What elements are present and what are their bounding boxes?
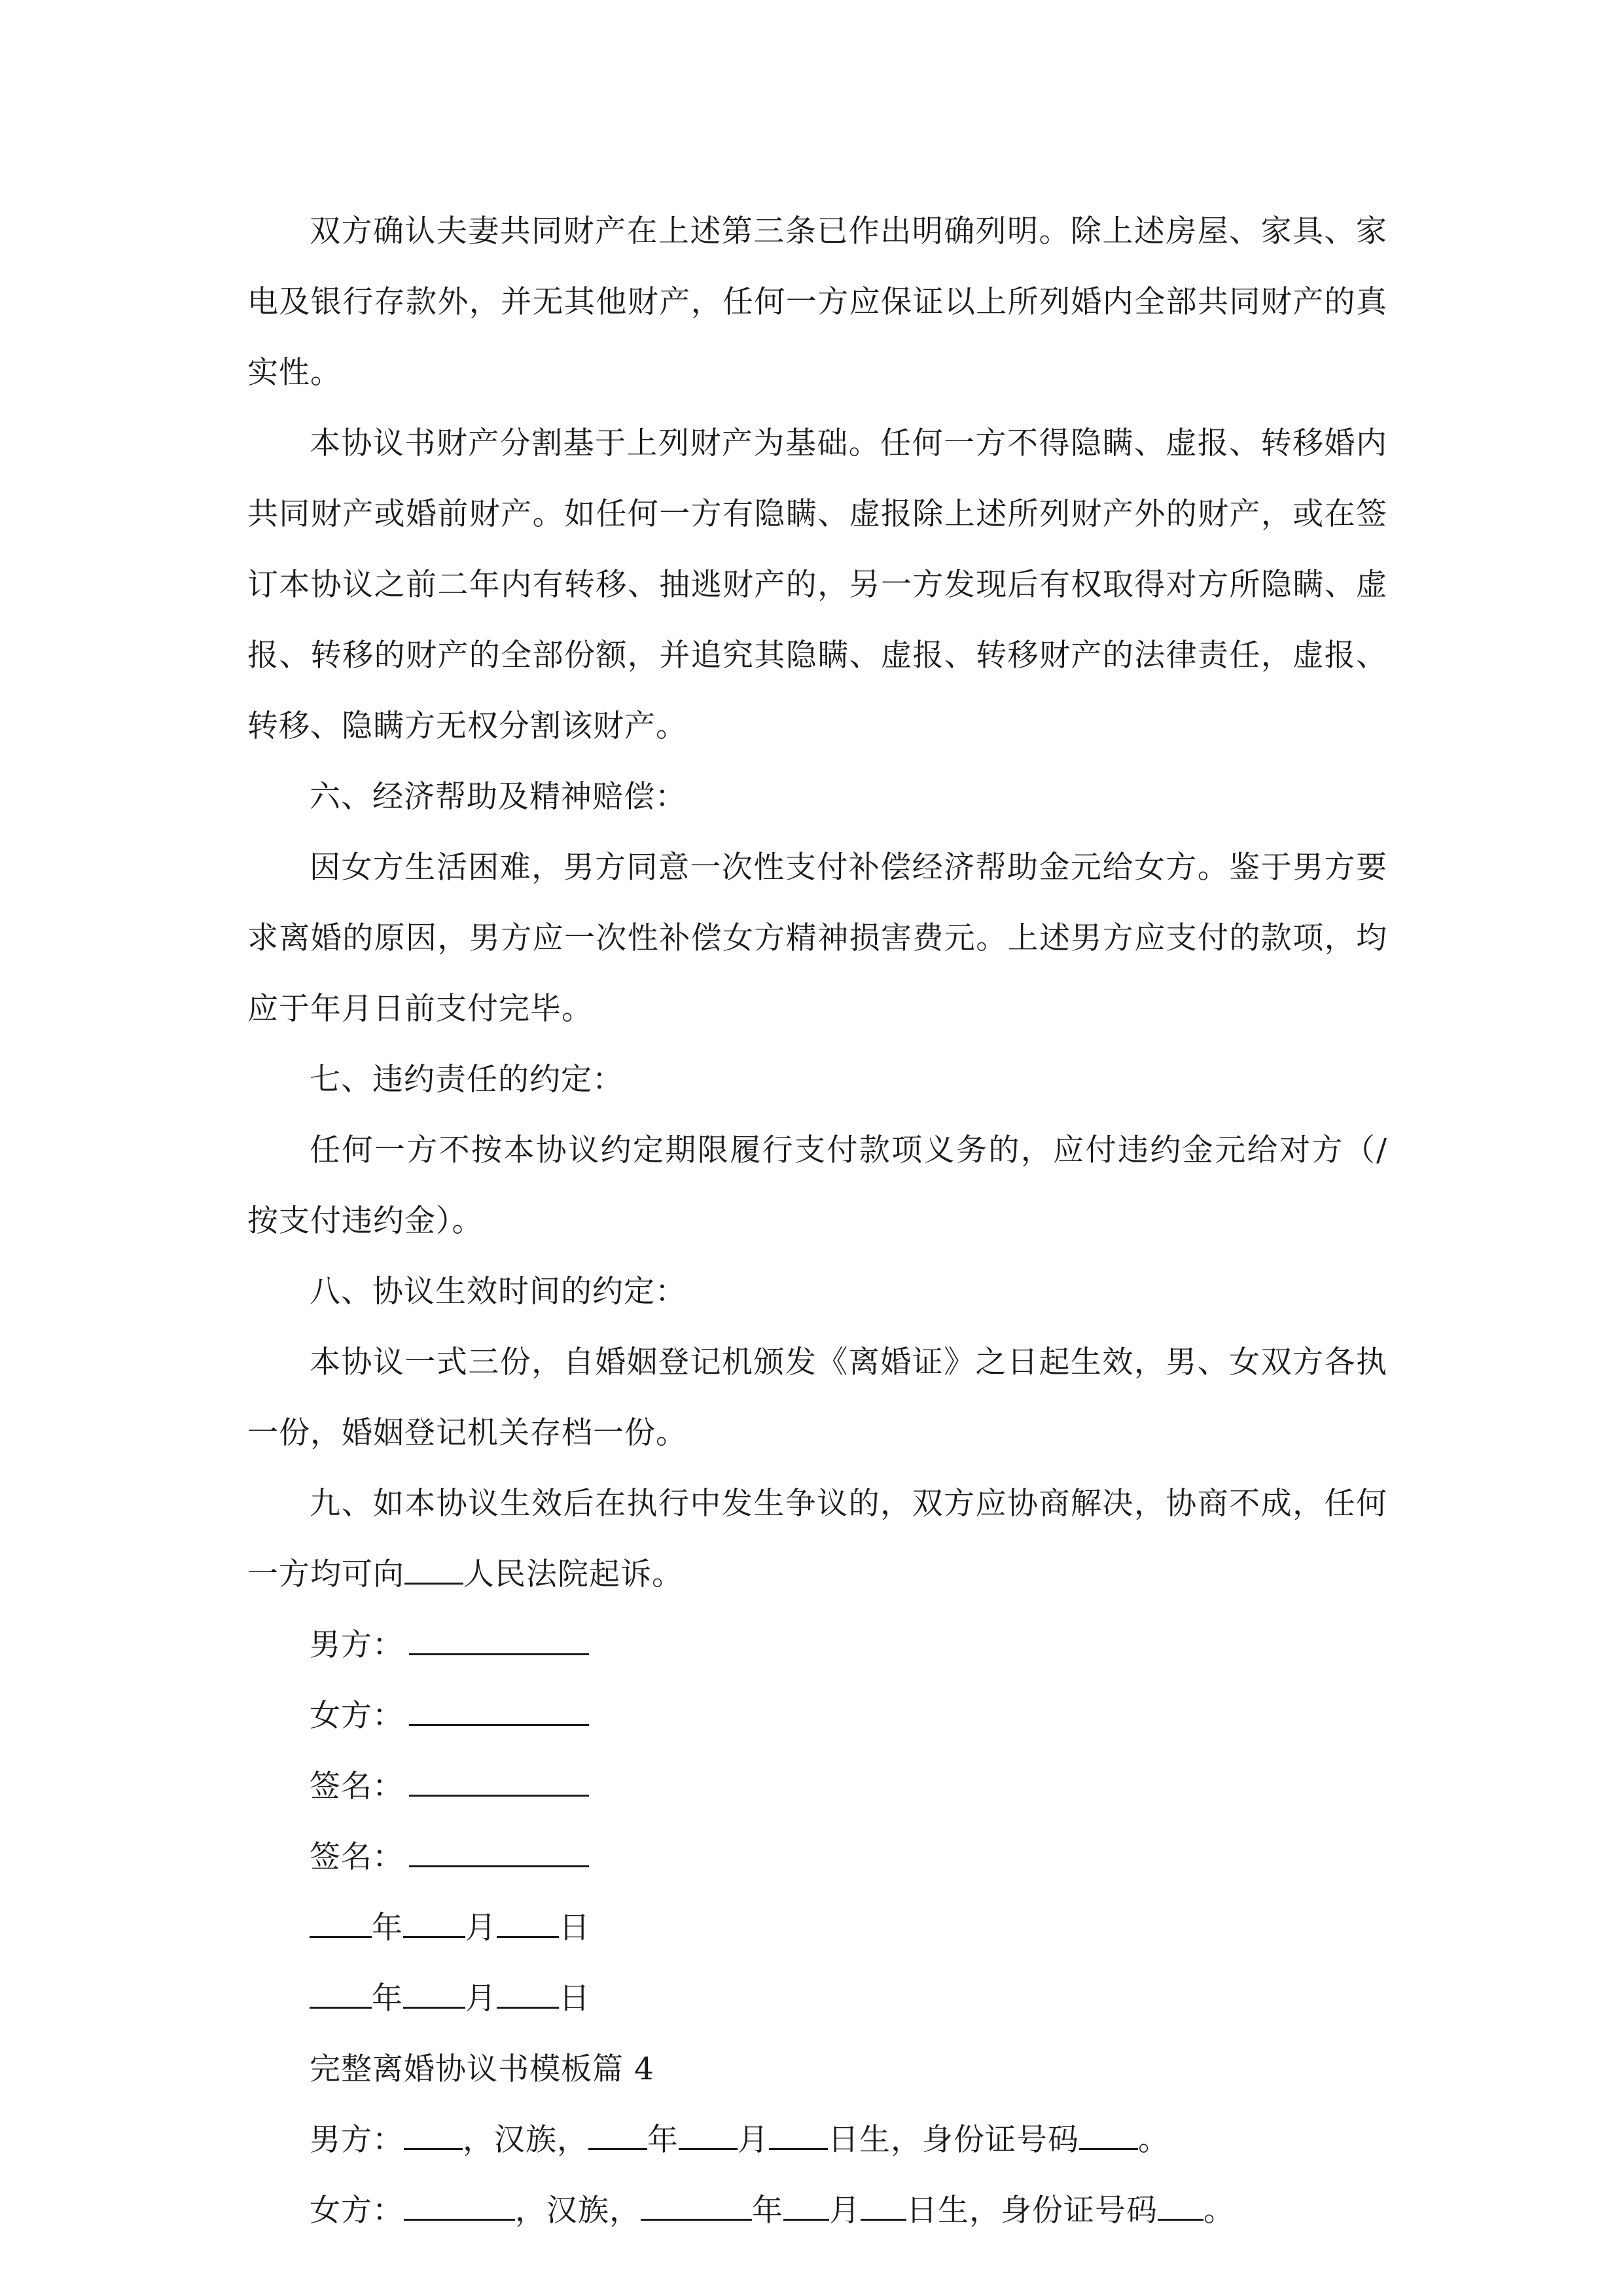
sign-label-1: 签名：: [310, 1768, 404, 1804]
s4-female-month: 月: [829, 2193, 861, 2229]
date-line-2: [247, 1964, 1387, 2034]
s4-female-birth: 日生，身份证号码: [906, 2193, 1158, 2229]
s4-female-ethnicity: ，汉族，: [515, 2193, 641, 2229]
s4-male-end: 。: [1138, 2122, 1169, 2158]
court-blank[interactable]: [404, 1556, 463, 1585]
section-4-title: 完整离婚协议书模板篇 4: [310, 2051, 654, 2087]
sign-blank-2[interactable]: [409, 1839, 589, 1867]
dispute-text-a: 九、如本协议生效后在执行中发生争议的，双方应协商解决，协商不成，任何一方均可向: [247, 1486, 1387, 1592]
s4-female-id-blank[interactable]: [1158, 2193, 1204, 2221]
s4-male-year-blank[interactable]: [588, 2122, 647, 2150]
s4-female-end: 。: [1204, 2193, 1235, 2229]
sign-line-2: [247, 1822, 1387, 1893]
female-blank[interactable]: [409, 1698, 589, 1726]
female-signature-line: [247, 1681, 1387, 1751]
sign-label-2: 签名：: [310, 1839, 404, 1875]
male-blank[interactable]: [409, 1627, 589, 1655]
s4-female-day-blank[interactable]: [861, 2193, 906, 2221]
s4-male-birth: 日生，身份证号码: [828, 2122, 1079, 2158]
year-blank-1[interactable]: [310, 1910, 372, 1938]
paragraph-property-confirm: 双方确认夫妻共同财产在上述第三条已作出明确列明。除上述房屋、家具、家电及银行存款外，并无其他财产，任何一方应保证以上所列婚内全部共同财产的真实性。: [247, 213, 1387, 391]
paragraph-breach: 任何一方不按本协议约定期限履行支付款项义务的，应付违约金元给对方（/按支付违约金）。: [247, 1132, 1387, 1239]
day-blank-1[interactable]: [497, 1910, 559, 1938]
year-label-2: 年: [372, 1981, 403, 2017]
paragraph-economic-help: 因女方生活困难，男方同意一次性支付补偿经济帮助金元给女方。鉴于男方要求离婚的原因，男方应一次性补偿女方精神损害费元。上述男方应支付的款项，均应于年月日前支付完毕。: [247, 850, 1387, 1027]
section-heading-7: 七、违约责任的约定：: [310, 1062, 624, 1098]
male-signature-line: [247, 1610, 1387, 1681]
year-label-1: 年: [372, 1910, 403, 1946]
paragraph-effective: 本协议一式三份，自婚姻登记机颁发《离婚证》之日起生效，男、女双方各执一份，婚姻登记机关存档一份。: [247, 1344, 1387, 1451]
section-heading-8: 八、协议生效时间的约定：: [310, 1274, 687, 1310]
month-label-2: 月: [465, 1981, 497, 2017]
s4-female-name-blank[interactable]: [404, 2193, 515, 2221]
date-line-1: [247, 1893, 1387, 1964]
section-4-male-line: [247, 2105, 1387, 2176]
day-blank-2[interactable]: [497, 1981, 559, 2009]
s4-female-label: 女方：: [310, 2193, 404, 2229]
paragraph-property-division: 本协议书财产分割基于上列财产为基础。任何一方不得隐瞒、虚报、转移婚内共同财产或婚前财产。如任何一方有隐瞒、虚报除上述所列财产外的财产，或在签订本协议之前二年内有转移、抽逃财产的，另一方发现后有权取得对方所隐瞒、虚报、转移的财产的全部份额，并追究其隐瞒、虚报、转移财产的法律责任，虚报、转移、隐瞒方无权分割该财产。: [247, 425, 1387, 744]
paragraph-dispute: [247, 1469, 1387, 1610]
s4-male-day-blank[interactable]: [769, 2122, 828, 2150]
s4-male-month-blank[interactable]: [679, 2122, 738, 2150]
dispute-text-b: 人民法院起诉。: [463, 1556, 683, 1592]
s4-male-name-blank[interactable]: [404, 2122, 463, 2150]
day-label-1: 日: [559, 1910, 590, 1946]
month-label-1: 月: [465, 1910, 497, 1946]
female-label: 女方：: [310, 1698, 404, 1734]
day-label-2: 日: [559, 1981, 590, 2017]
section-4-female-line: [247, 2176, 1387, 2246]
section-heading-6: 六、经济帮助及精神赔偿：: [310, 779, 687, 815]
document-body: [247, 196, 1387, 2246]
s4-male-year: 年: [647, 2122, 679, 2158]
sign-blank-1[interactable]: [409, 1768, 589, 1797]
month-blank-2[interactable]: [403, 1981, 465, 2009]
sign-line-1: [247, 1751, 1387, 1822]
s4-female-year: 年: [752, 2193, 783, 2229]
male-label: 男方：: [310, 1627, 404, 1663]
s4-male-label: 男方：: [310, 2122, 404, 2158]
s4-male-id-blank[interactable]: [1079, 2122, 1138, 2150]
s4-female-year-blank[interactable]: [641, 2193, 752, 2221]
s4-male-ethnicity: ，汉族，: [463, 2122, 588, 2158]
year-blank-2[interactable]: [310, 1981, 372, 2009]
s4-female-month-blank[interactable]: [783, 2193, 829, 2221]
s4-male-month: 月: [738, 2122, 769, 2158]
month-blank-1[interactable]: [403, 1910, 465, 1938]
